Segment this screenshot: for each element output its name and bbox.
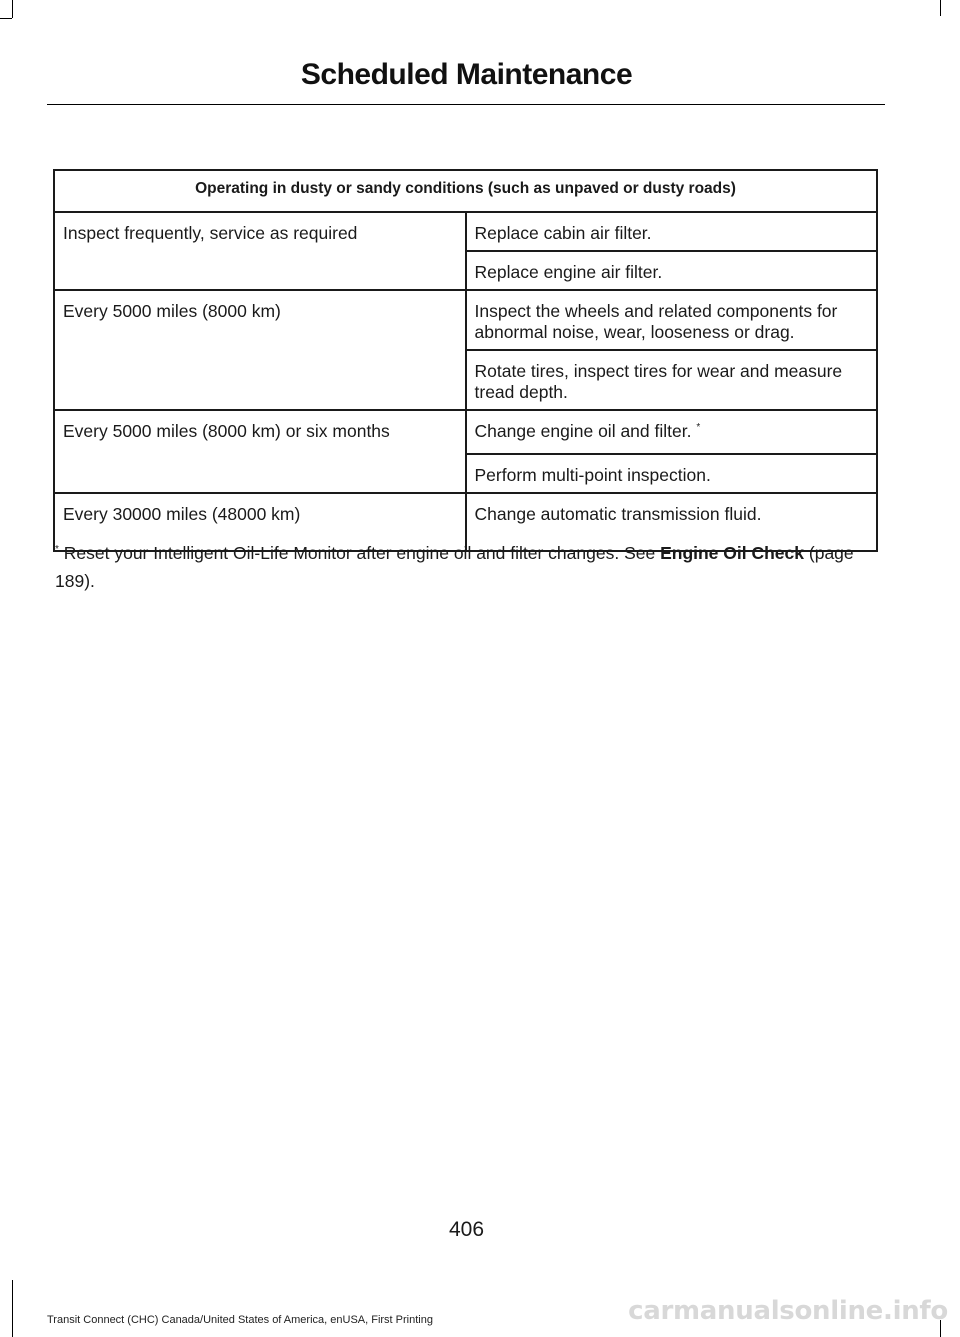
crop-mark: [12, 0, 13, 18]
table-header-row: [54, 170, 877, 212]
crop-mark: [0, 18, 12, 19]
table-heading: Operating in dusty or sandy conditions (such as unpaved or dusty roads): [54, 170, 877, 212]
footnote-marker: *: [55, 544, 59, 556]
footnote: [55, 539, 875, 595]
table-row: [54, 212, 877, 251]
interval-cell: Every 5000 miles (8000 km): [54, 290, 466, 410]
watermark: carmanualsonline.info: [628, 1296, 948, 1326]
task-cell: Replace engine air filter.: [466, 251, 878, 290]
task-text: Change engine oil and filter.: [474, 421, 697, 441]
page-reference: (page 189).: [55, 543, 854, 591]
task-cell: [466, 410, 878, 454]
footnote-text: Reset your Intelligent Oil-Life Monitor after engine oil and filter changes. See: [58, 543, 661, 563]
table-row: [54, 290, 877, 350]
footer-text: Transit Connect (CHC) Canada/United States of America, enUSA, First Printing: [47, 1314, 433, 1326]
crop-mark: [12, 1280, 13, 1337]
task-cell: Perform multi-point inspection.: [466, 454, 878, 493]
task-cell: Change automatic transmission fluid.: [466, 493, 878, 551]
page-number: 406: [448, 1218, 485, 1241]
maintenance-table: [53, 169, 878, 552]
table-row: [54, 410, 877, 454]
task-cell: Replace cabin air filter.: [466, 212, 878, 251]
cross-reference-link[interactable]: Engine Oil Check: [660, 543, 805, 563]
interval-cell: Every 30000 miles (48000 km): [54, 493, 466, 551]
task-cell: Rotate tires, inspect tires for wear and measure tread depth.: [466, 350, 878, 410]
crop-mark: [940, 0, 941, 16]
page-title: Scheduled Maintenance: [300, 58, 633, 91]
task-cell: Inspect the wheels and related components for abnormal noise, wear, looseness or drag.: [466, 290, 878, 350]
title-divider: [47, 104, 885, 105]
interval-cell: Every 5000 miles (8000 km) or six months: [54, 410, 466, 493]
interval-cell: Inspect frequently, service as required: [54, 212, 466, 290]
footnote-marker: *: [696, 422, 701, 434]
